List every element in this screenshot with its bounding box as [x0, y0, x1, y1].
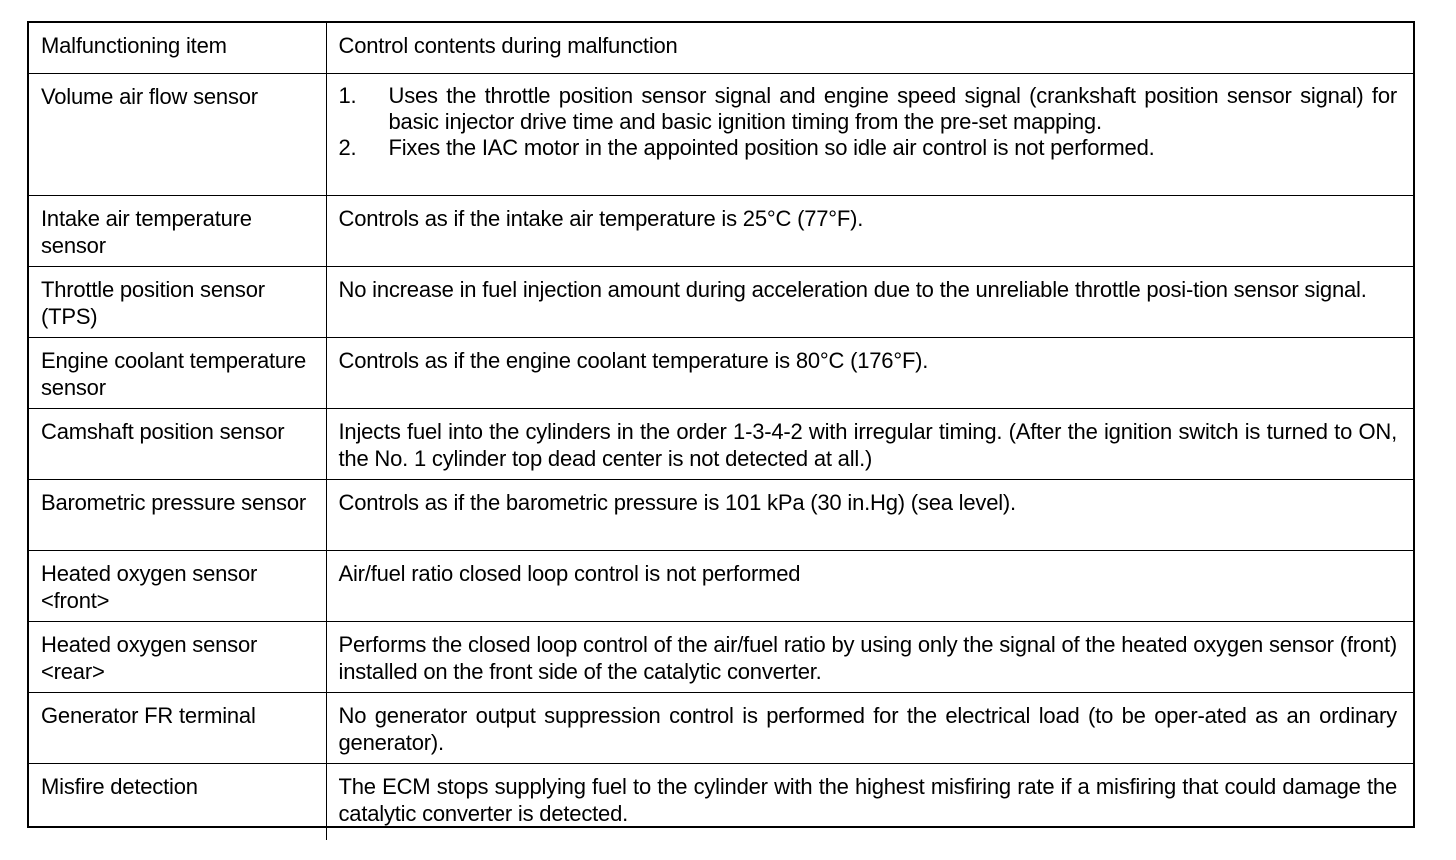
step-text: Uses the throttle position sensor signal and engine speed signal (crankshaft position sensor signal) for basic injector drive time and basic ignition timing from the pre-set mapping. — [388, 82, 1397, 134]
table-row — [29, 550, 1413, 621]
row-content — [326, 73, 1413, 195]
row-item-label: Generator FR terminal — [29, 692, 326, 763]
row-content: Performs the closed loop control of the air/fuel ratio by using only the signal of the heated oxygen sensor (front) installed on the front side of the catalytic converter. — [326, 621, 1413, 692]
malfunction-control-table — [27, 21, 1415, 828]
row-content: Controls as if the barometric pressure is 101 kPa (30 in.Hg) (sea level). — [326, 479, 1413, 550]
step-number: 2. — [338, 134, 357, 160]
table — [29, 23, 1413, 840]
row-item-label: Throttle position sensor (TPS) — [29, 266, 326, 337]
row-item-label: Misfire detection — [29, 763, 326, 840]
table-row — [29, 337, 1413, 408]
row-content: No increase in fuel injection amount during acceleration due to the unreliable throttle posi-tion sensor signal. — [326, 266, 1413, 337]
step-text: Fixes the IAC motor in the appointed position so idle air control is not performed. — [388, 134, 1155, 160]
row-content: Air/fuel ratio closed loop control is not performed — [326, 550, 1413, 621]
table-header-row — [29, 23, 1413, 73]
header-malfunctioning-item: Malfunctioning item — [29, 23, 326, 73]
row-item-label: Heated oxygen sensor <rear> — [29, 621, 326, 692]
table-row — [29, 692, 1413, 763]
list-item — [339, 83, 1398, 135]
table-row — [29, 73, 1413, 195]
list-item — [339, 135, 1398, 161]
table-row — [29, 479, 1413, 550]
row-item-label: Engine coolant temperature sensor — [29, 337, 326, 408]
table-row — [29, 763, 1413, 840]
step-number: 1. — [338, 82, 357, 108]
row-content: The ECM stops supplying fuel to the cylinder with the highest misfiring rate if a misfiring that could damage the catalytic converter is detected. — [326, 763, 1413, 840]
row-item-label: Intake air temperature sensor — [29, 195, 326, 266]
table-row — [29, 408, 1413, 479]
row-content: Controls as if the intake air temperature is 25°C (77°F). — [326, 195, 1413, 266]
step-list — [339, 83, 1398, 161]
table-row — [29, 621, 1413, 692]
row-item-label: Camshaft position sensor — [29, 408, 326, 479]
header-control-contents: Control contents during malfunction — [326, 23, 1413, 73]
row-item-label: Heated oxygen sensor <front> — [29, 550, 326, 621]
row-content: No generator output suppression control is performed for the electrical load (to be oper-ated as an ordinary generator). — [326, 692, 1413, 763]
row-content: Injects fuel into the cylinders in the order 1-3-4-2 with irregular timing. (After the ignition switch is turned to ON, the No. 1 cylinder top dead center is not detected at all.) — [326, 408, 1413, 479]
table-row — [29, 266, 1413, 337]
row-item-label: Barometric pressure sensor — [29, 479, 326, 550]
row-content: Controls as if the engine coolant temperature is 80°C (176°F). — [326, 337, 1413, 408]
row-item-label: Volume air flow sensor — [29, 73, 326, 195]
table-row — [29, 195, 1413, 266]
